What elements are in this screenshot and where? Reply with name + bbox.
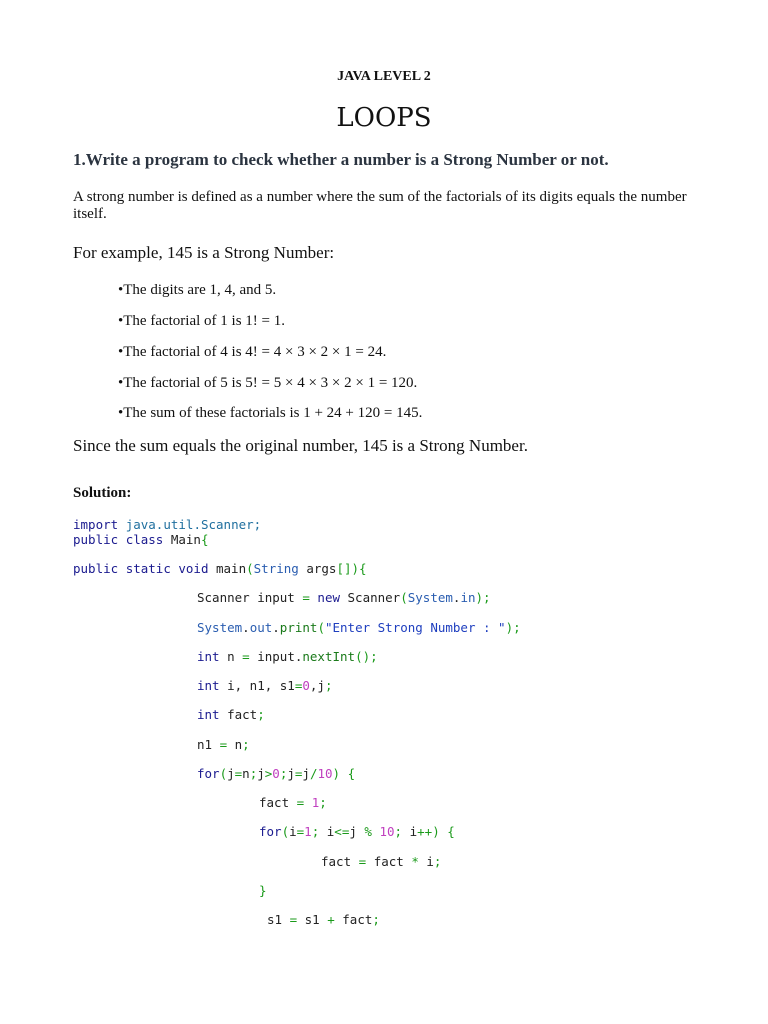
code-line: for(j=n;j>0;j=j/10) { xyxy=(197,766,356,781)
bullet-item: •The sum of these factorials is 1 + 24 + 120 = 145. xyxy=(118,405,423,421)
code-line: int fact; xyxy=(197,707,265,722)
code-line: public class Main{ xyxy=(73,532,209,547)
bullet-item: •The factorial of 4 is 4! = 4 × 3 × 2 × 1 = 24. xyxy=(118,344,387,360)
bullet-item: •The digits are 1, 4, and 5. xyxy=(118,282,277,298)
question-heading: 1.Write a program to check whether a number is a Strong Number or not. xyxy=(73,150,609,169)
bullet-item: •The factorial of 1 is 1! = 1. xyxy=(118,313,285,329)
example-intro: For example, 145 is a Strong Number: xyxy=(73,243,335,262)
conclusion-paragraph: Since the sum equals the original number, 145 is a Strong Number. xyxy=(73,436,528,455)
code-line: Scanner input = new Scanner(System.in); xyxy=(197,590,491,605)
code-line: } xyxy=(259,883,267,898)
bullet-item: •The factorial of 5 is 5! = 5 × 4 × 3 × 2 × 1 = 120. xyxy=(118,375,418,391)
page-title: LOOPS xyxy=(336,103,432,133)
code-line: fact = 1; xyxy=(259,795,327,810)
code-line: s1 = s1 + fact; xyxy=(267,912,380,927)
solution-label: Solution: xyxy=(73,485,132,501)
definition-paragraph: A strong number is defined as a number where the sum of the factorials of its digits equals the number itself. xyxy=(73,189,687,222)
code-line: int i, n1, s1=0,j; xyxy=(197,678,333,693)
code-line: n1 = n; xyxy=(197,737,250,752)
code-line: int n = input.nextInt(); xyxy=(197,649,378,664)
course-label: JAVA LEVEL 2 xyxy=(337,69,431,84)
code-line: for(i=1; i<=j % 10; i++) { xyxy=(259,824,455,839)
code-line: public static void main(String args[]){ xyxy=(73,561,367,576)
code-line: System.out.print("Enter Strong Number : "); xyxy=(197,620,521,635)
code-line: import java.util.Scanner; xyxy=(73,517,262,532)
code-line: fact = fact * i; xyxy=(321,854,442,869)
